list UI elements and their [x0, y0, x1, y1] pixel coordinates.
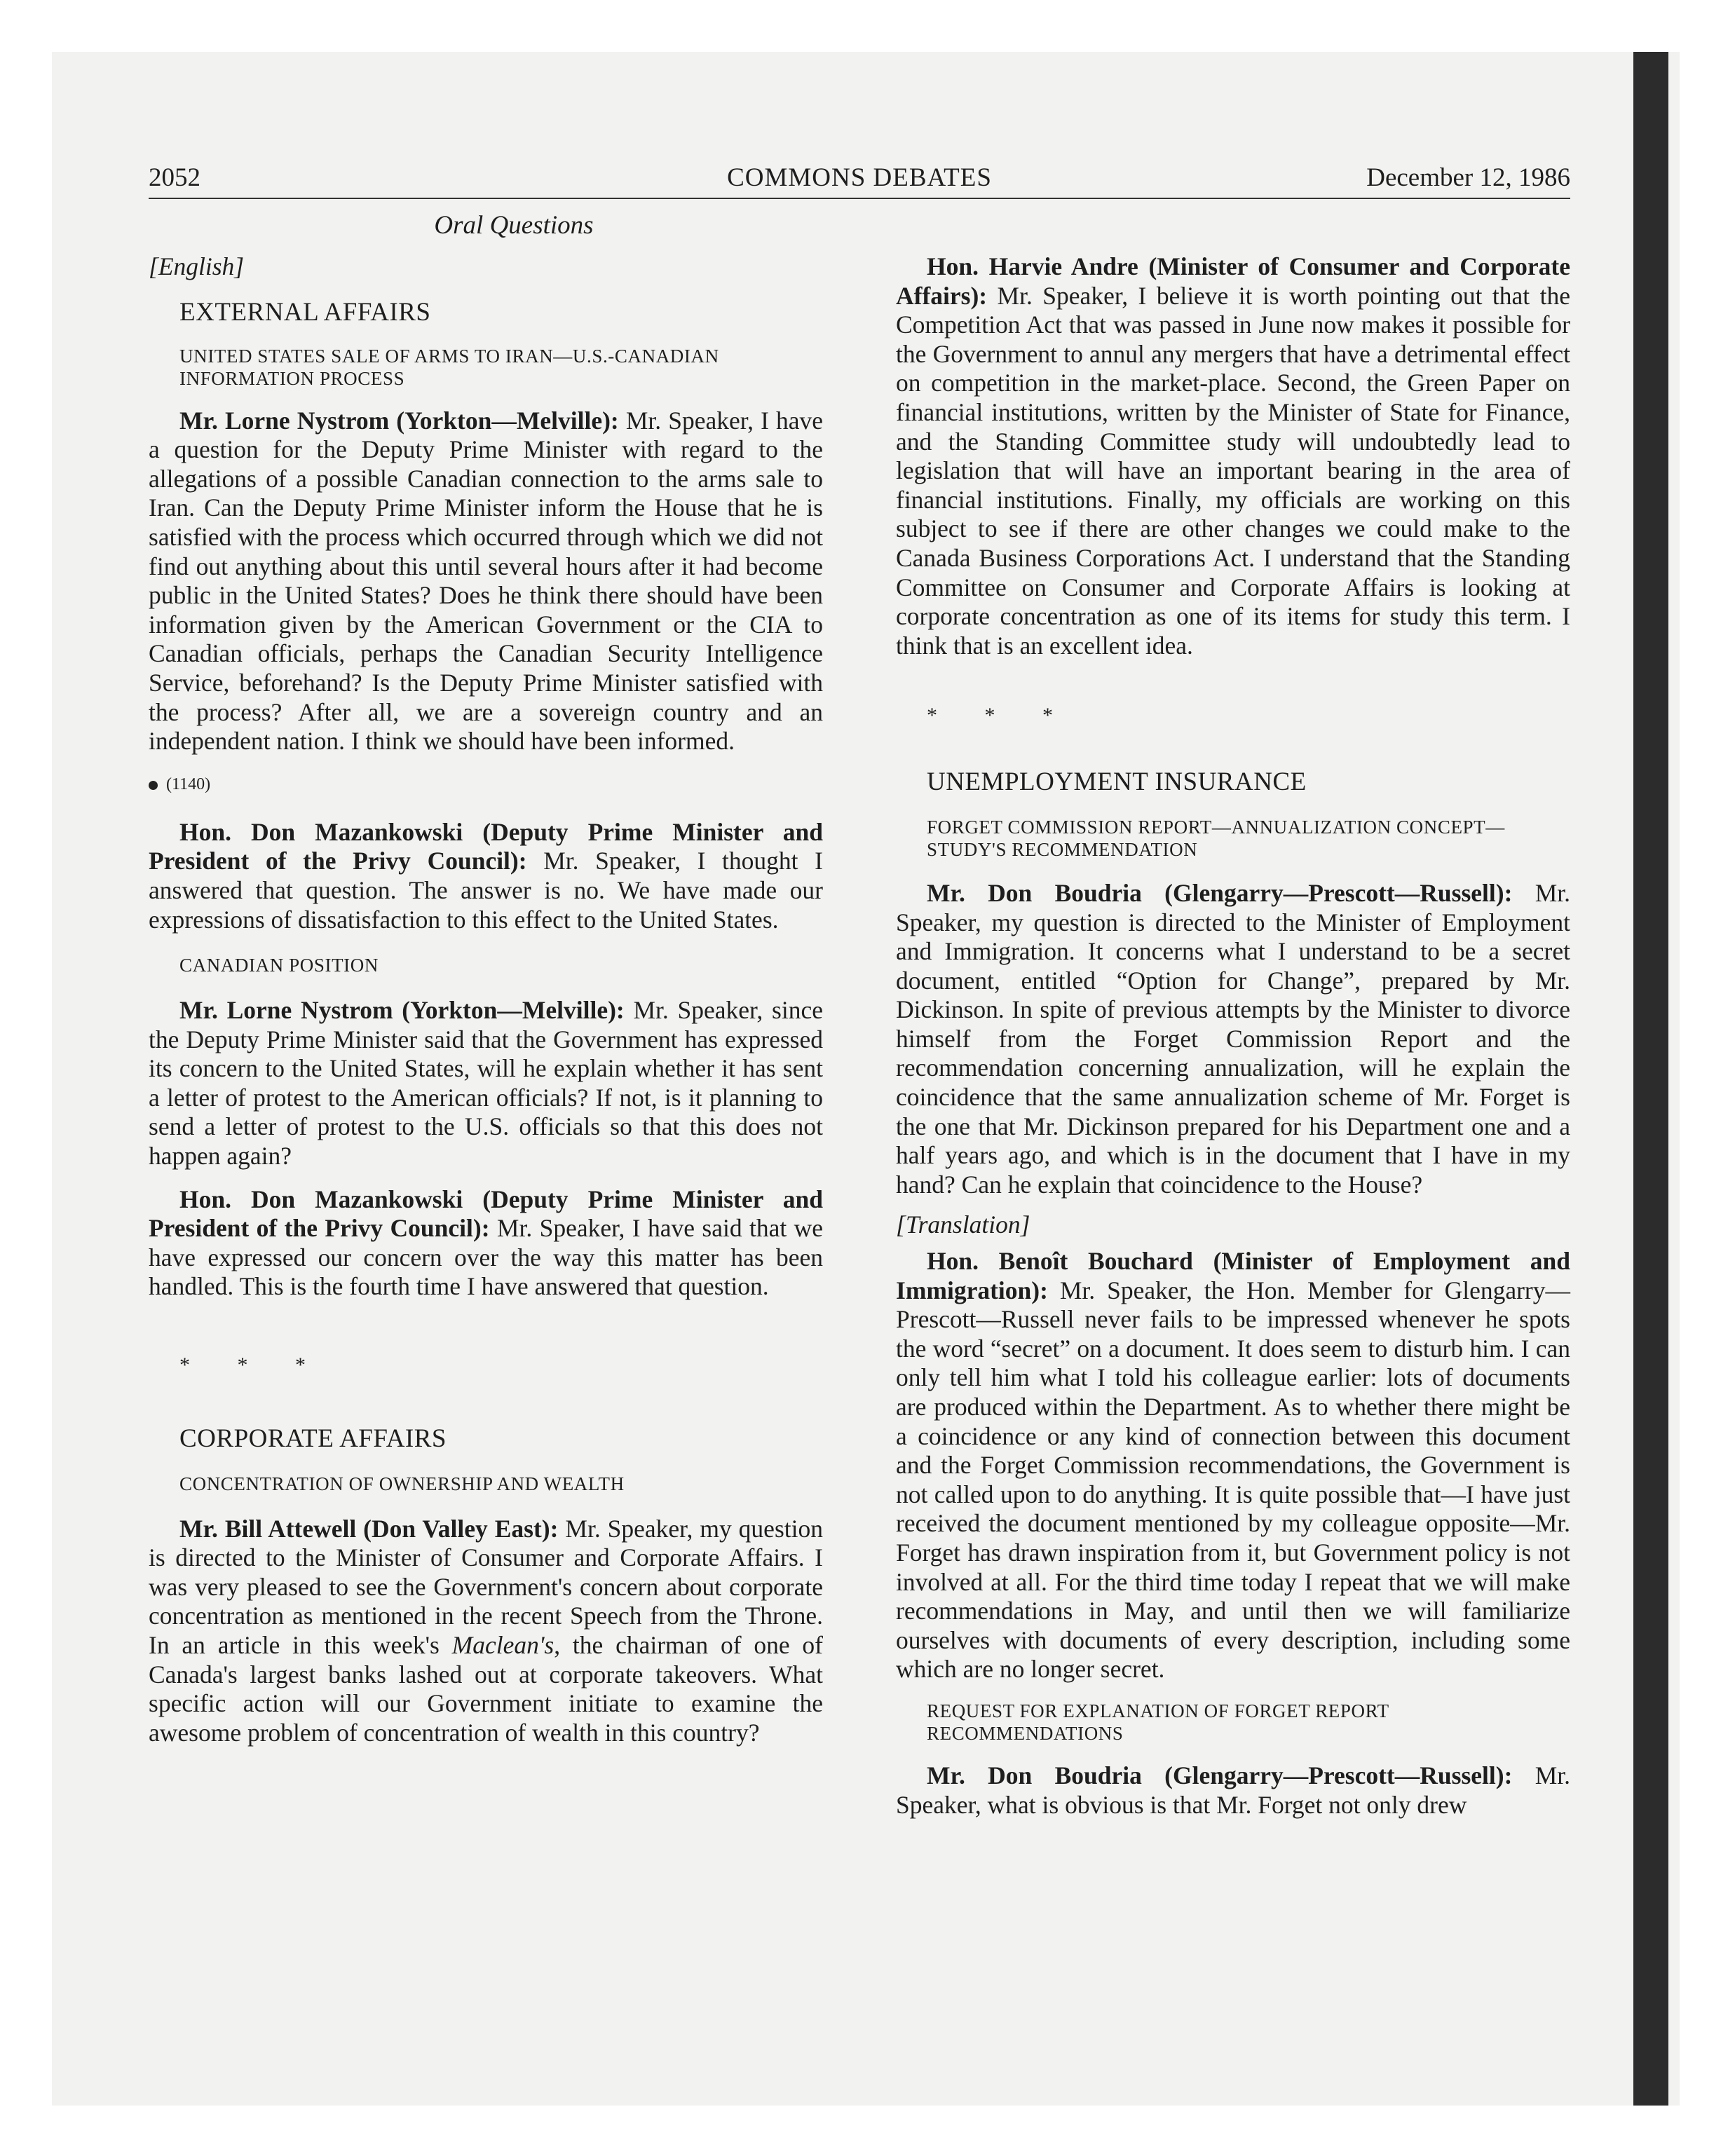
heading-unemployment-insurance: UNEMPLOYMENT INSURANCE: [927, 767, 1307, 796]
speech-mazankowski-2: [149, 1185, 823, 1302]
subheading-iran-line-1: UNITED STATES SALE OF ARMS TO IRAN—U.S.-CANADIAN: [179, 345, 719, 367]
publication-title: COMMONS DEBATES: [727, 163, 992, 192]
issue-date: December 12, 1986: [1366, 163, 1570, 192]
page-number: 2052: [149, 163, 200, 192]
speech-nystrom-2: [149, 996, 823, 1171]
speech-text: Mr. Speaker, since the Deputy Prime Minister said that the Government has expressed its concern to the United States, will he explain whether it has sent a letter of protest to the American officials? If not, is it planning to send a letter of protest to the U.S. officials so that this does not happen again?: [149, 996, 823, 1171]
section-separator: * * *: [927, 704, 1074, 728]
subheading-request-line-1: REQUEST FOR EXPLANATION OF FORGET REPORT: [927, 1700, 1389, 1721]
speech-text: Mr. Speaker, I thought I answered that question. The answer is no. We have made our expressions of dissatisfaction to this effect to the United States.: [149, 847, 824, 934]
speech-text: Mr. Speaker, the Hon. Member for Glengarry—Prescott—Russell never fails to be impressed whenever he spots the word “secret” on a document. It does seem to disturb him. I can only tell him what I told his colleague earlier: lots of documents are produced within the Department. As to whether there might be a coincidence or any kind of connection between this document and the Forget Commission recommendations, the Government is not called upon to do anything. It is quite possible that—I have just received the document mentioned by my colleague opposite—Mr. Forget has drawn inspiration from it, but Government policy is not involved at all. For the third time today I repeat that we will make recommendations in May, and until then we will familiarize ourselves with documents of every description, including some which are no longer secret.: [896, 1276, 1570, 1684]
speech-text: Mr. Speaker, I believe it is worth pointing out that the Competition Act that was passed in June now makes it possible for the Government to annul any mergers that have a detrimental effect on competition in the market-place. Second, the Green Paper on financial institutions, written by the Minister of State for Finance, and the Standing Committee study will undoubtedly lead to legislation that will have an important bearing in the area of financial institutions. Finally, my officials are working on this subject to see if there are other changes we could make to the Canada Business Corporations Act. I understand that the Standing Committee on Consumer and Corporate Affairs is looking at corporate concentration as one of its items for study this term. I think that is an excellent idea.: [896, 281, 1570, 660]
time-marker: [149, 770, 823, 798]
speaker-name: Mr. Don Boudria (Glengarry—Prescott—Russell):: [927, 1761, 1513, 1789]
subheading-concentration: CONCENTRATION OF OWNERSHIP AND WEALTH: [179, 1473, 625, 1494]
speaker-name: Mr. Lorne Nystrom (Yorkton—Melville):: [179, 406, 619, 435]
speaker-name: Hon. Don Mazankowski (Deputy Prime Minister and President of the Privy Council):: [149, 817, 823, 875]
speech-bouchard: [896, 1247, 1570, 1684]
subheading-canadian-position: CANADIAN POSITION: [179, 955, 379, 976]
right-column: [896, 210, 1570, 1820]
speech-attewell: [149, 1515, 823, 1748]
speech-andre: [896, 252, 1570, 660]
speech-mazankowski-1: [149, 818, 823, 934]
speech-boudria-2: [896, 1761, 1570, 1820]
language-marker: [Translation]: [896, 1210, 1030, 1239]
speech-text: Mr. Speaker, I have said that we have expressed our concern over the way this matter has been handled. This is the fourth time I have answered that question.: [149, 1214, 823, 1301]
time-stamp: (1140): [166, 775, 211, 793]
left-column: [149, 210, 823, 1747]
subheading-iran-line-2: INFORMATION PROCESS: [179, 367, 405, 389]
speech-text: Mr. Speaker, my question is directed to the Minister of Employment and Immigration. It concerns what I understand to be a secret document, entitled “Option for Change”, prepared by Mr. Dickinson. In spite of previous attempts by the Minister to divorce himself from the Forget Commission Report and the recommendation concerning annualization, will he explain the coincidence that the same annualization scheme of Mr. Forget is the one that Mr. Dickinson prepared for his Department one and a half years ago, and which is in the document that I have in my hand? Can he explain that coincidence to the House?: [896, 878, 1571, 1199]
speech-boudria-1: [896, 879, 1570, 1200]
subheading-request-line-2: RECOMMENDATIONS: [927, 1722, 1124, 1744]
heading-corporate-affairs: CORPORATE AFFAIRS: [179, 1424, 447, 1453]
running-header: [149, 158, 1570, 198]
language-marker: [English]: [149, 252, 245, 280]
section-separator: * * *: [179, 1353, 327, 1377]
subheading-forget-line-1: FORGET COMMISSION REPORT—ANNUALIZATION CONCEPT—: [927, 816, 1505, 838]
scan-edge-shadow: [1633, 52, 1668, 2106]
subheading-forget-line-2: STUDY'S RECOMMENDATION: [927, 838, 1198, 860]
speaker-name: Mr. Bill Attewell (Don Valley East):: [179, 1514, 559, 1543]
speaker-name: Hon. Benoît Bouchard (Minister of Employment and Immigration):: [896, 1247, 1570, 1304]
header-rule: [149, 198, 1570, 199]
speech-nystrom-1: [149, 407, 823, 756]
speaker-name: Hon. Don Mazankowski (Deputy Prime Minister and President of the Privy Council):: [149, 1185, 823, 1243]
speech-text: , the chairman of one of Canada's largest banks lashed out at corporate takeovers. What specific action will our Government initiate to examine the awesome problem of concentration of wealth in this country?: [149, 1631, 823, 1747]
magazine-title: Maclean's: [451, 1631, 554, 1659]
speech-text: Mr. Speaker, I have a question for the Deputy Prime Minister with regard to the allegations of a possible Canadian connection to the arms sale to Iran. Can the Deputy Prime Minister inform the House that he is satisfied with the process which occurred through which we did not find out anything about this until several hours after it had become public in the United States? Does he think there should have been information given by the American Government or the CIA to Canadian officials, perhaps the Canadian Security Intelligence Service, beforehand? Is the Deputy Prime Minister satisfied with the process? After all, we are a sovereign country and an independent nation. I think we should have been informed.: [149, 406, 823, 756]
speaker-name: Mr. Don Boudria (Glengarry—Prescott—Russell):: [927, 878, 1513, 907]
heading-external-affairs: EXTERNAL AFFAIRS: [179, 297, 431, 327]
speaker-name: Hon. Harvie Andre (Minister of Consumer and Corporate Affairs):: [896, 252, 1570, 310]
section-caption: Oral Questions: [434, 211, 594, 240]
speech-text: Mr. Speaker, what is obvious is that Mr. Forget not only drew: [896, 1761, 1571, 1819]
speaker-name: Mr. Lorne Nystrom (Yorkton—Melville):: [179, 996, 625, 1025]
speech-text: Mr. Speaker, my question is directed to the Minister of Consumer and Corporate Affairs. I was very pleased to see the Government's concern about corporate concentration as mentioned in the recent Speech from the Throne. In an article in this week's: [149, 1514, 823, 1659]
bullet-icon: [149, 781, 158, 790]
